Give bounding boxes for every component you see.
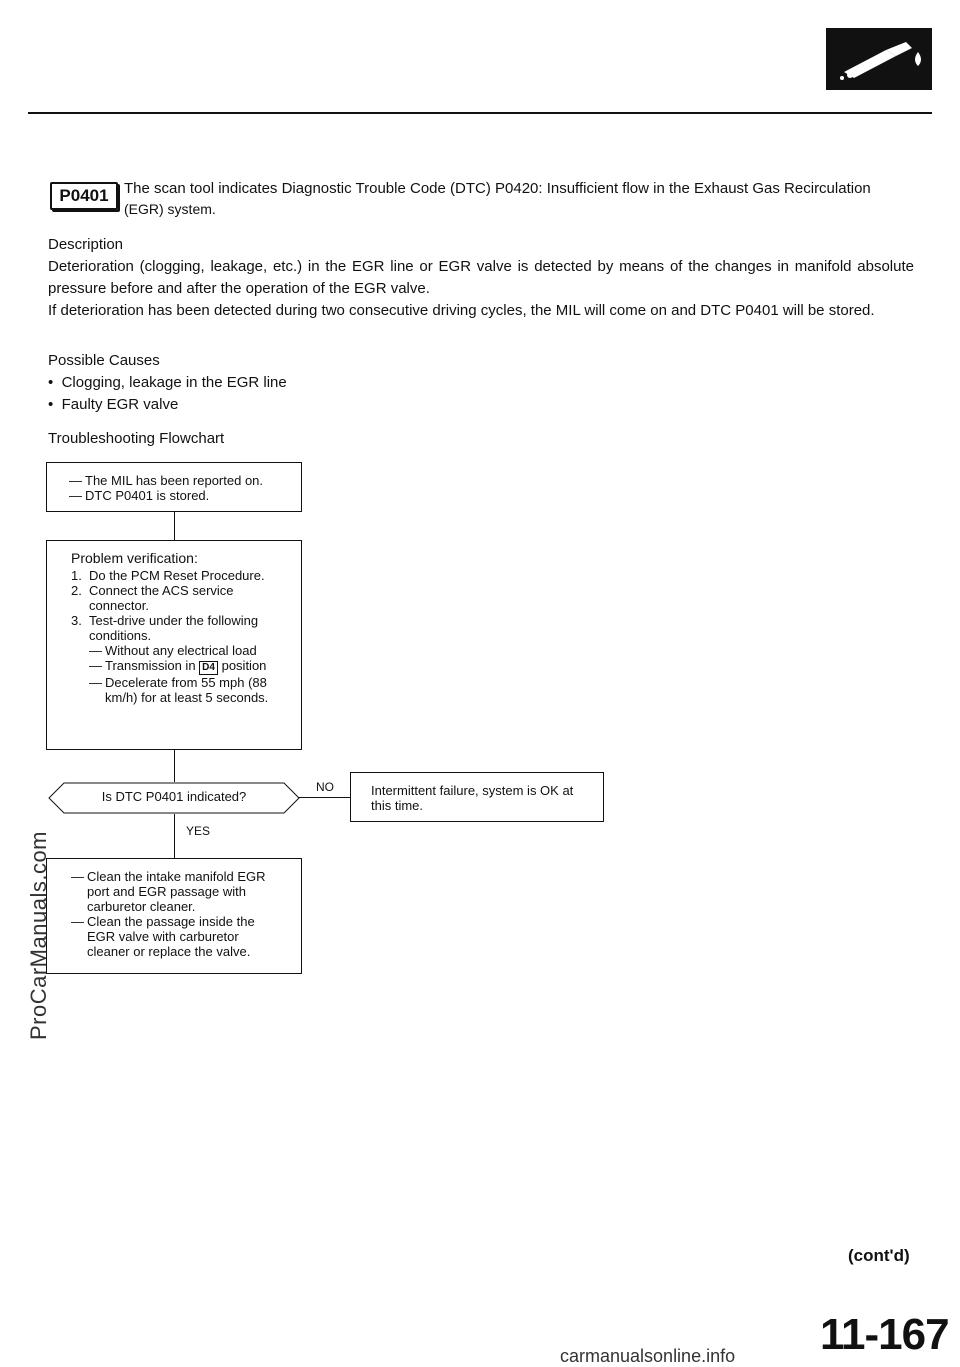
list-item: 1. Do the PCM Reset Procedure.	[71, 568, 265, 583]
list-item: 3. Test-drive under the following conditions.	[71, 613, 259, 643]
intro-line: The scan tool indicates Diagnostic Trouble Code (DTC) P0420: Insufficient flow in the Exhaust Gas Recirculation	[124, 180, 871, 197]
connector-line	[298, 797, 350, 798]
intro-line: (EGR) system.	[124, 201, 216, 217]
gear-position-badge: D4	[199, 661, 218, 675]
no-result-box	[350, 772, 604, 822]
dtc-code-badge: P0401	[50, 182, 118, 210]
exhaust-pipe-icon	[826, 28, 932, 90]
flowchart-heading: Troubleshooting Flowchart	[48, 430, 225, 447]
list-item: 2. Connect the ACS service connector.	[71, 583, 234, 613]
list-item: — Decelerate from 55 mph (88 km/h) for at least 5 seconds.	[89, 675, 269, 705]
intro-text	[124, 178, 914, 220]
description-heading: Description	[48, 236, 124, 253]
connector-line	[174, 748, 175, 782]
list-item: — Clean the intake manifold EGR port and EGR passage with carburetor cleaner.	[71, 869, 266, 914]
no-label: NO	[316, 780, 334, 794]
description-paragraph: Deterioration (clogging, leakage, etc.) in the EGR line or EGR valve is detected by means of the changes in manifold absolute pressure before and after the operation of the EGR valve.	[48, 258, 914, 297]
list-item: — Transmission in D4 position	[89, 658, 267, 673]
no-result-text: Intermittent failure, system is OK at this time.	[371, 783, 574, 813]
verification-box	[46, 540, 302, 750]
list-item: — DTC P0401 is stored.	[69, 488, 210, 503]
list-item: • Clogging, leakage in the EGR line	[48, 374, 287, 391]
page-number: 11-167	[820, 1310, 949, 1359]
description-section	[48, 234, 914, 322]
list-item: — Clean the passage inside the EGR valve with carburetor cleaner or replace the valve.	[71, 914, 255, 959]
footer-watermark: carmanualsonline.info	[560, 1346, 736, 1366]
connector-line	[174, 510, 175, 540]
causes-section	[48, 350, 914, 416]
yes-result-box	[46, 858, 302, 974]
decision-label: Is DTC P0401 indicated?	[101, 789, 247, 804]
verification-title: Problem verification:	[71, 550, 198, 566]
list-item: • Faulty EGR valve	[48, 396, 179, 413]
list-item: — Without any electrical load	[89, 643, 257, 658]
causes-heading: Possible Causes	[48, 352, 160, 369]
start-box	[46, 462, 302, 512]
yes-label: YES	[186, 824, 211, 838]
header-rule	[28, 112, 932, 114]
side-watermark: ProCarManuals.com	[26, 830, 51, 1040]
continued-label: (cont'd)	[848, 1246, 910, 1265]
list-item: — The MIL has been reported on.	[69, 473, 264, 488]
description-paragraph: If deterioration has been detected during two consecutive driving cycles, the MIL will come on and DTC P0401 will be stored.	[48, 302, 875, 319]
connector-line	[174, 814, 175, 858]
